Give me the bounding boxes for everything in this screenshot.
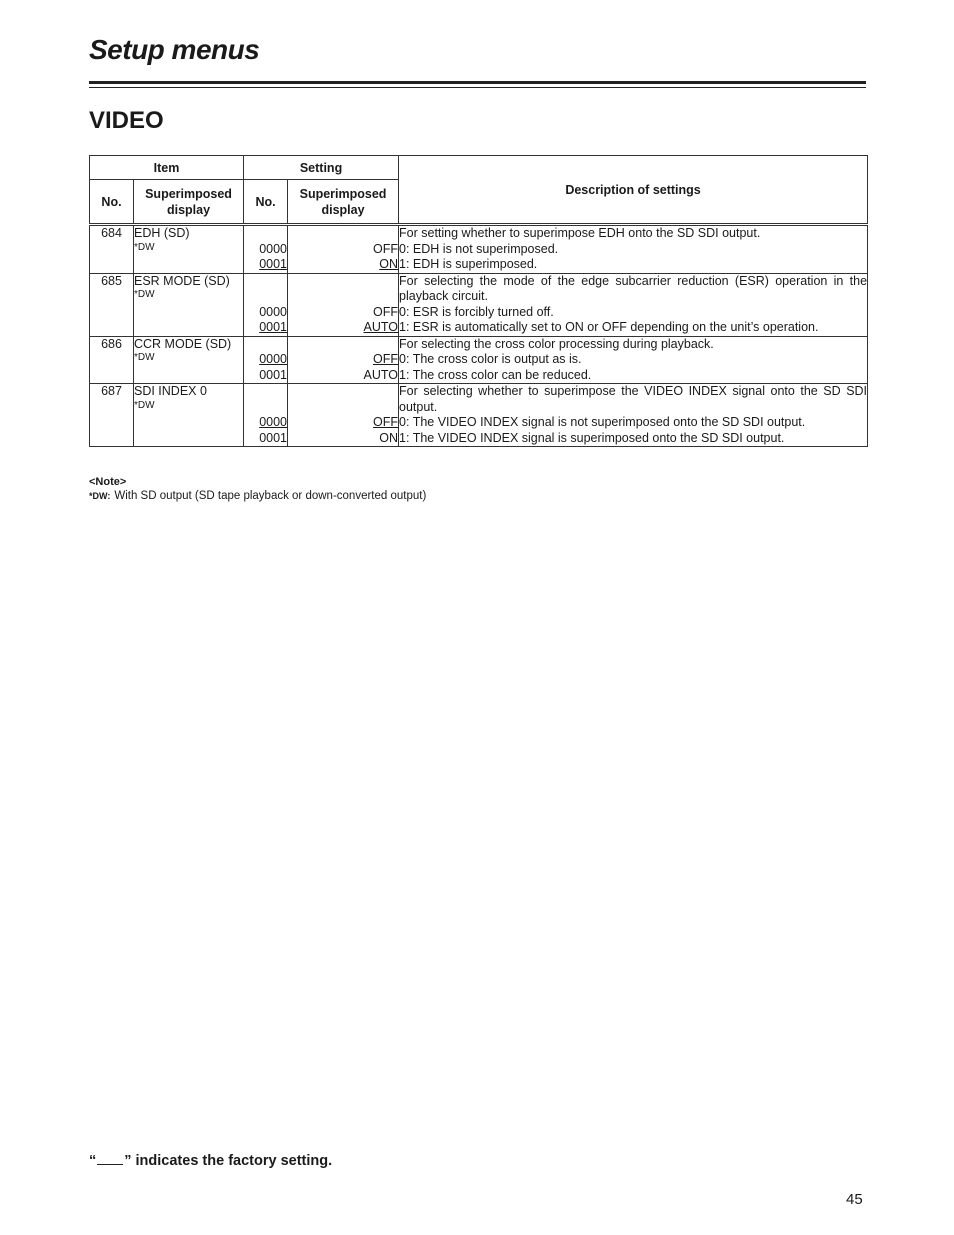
- header-description: Description of settings: [399, 156, 868, 225]
- page-header-title: Setup menus: [89, 34, 260, 65]
- header-item-display: Superimposed display: [134, 180, 244, 225]
- description: For selecting the cross color processing during playback. 0: The cross color is output as is. 1: The cross color can be reduced.: [399, 336, 868, 384]
- note-body: With SD output (SD tape playback or down-converted output): [114, 490, 427, 502]
- item-display: SDI INDEX 0 *DW: [134, 384, 244, 447]
- item-display: EDH (SD) *DW: [134, 225, 244, 274]
- header-rule-thin: [89, 87, 866, 88]
- settings-table: [89, 155, 868, 447]
- page-number: 45: [846, 1191, 863, 1208]
- setting-display: OFF ON: [288, 384, 399, 447]
- header-item: Item: [90, 156, 244, 180]
- setting-no: 0000 0001: [244, 273, 288, 336]
- header-setting-no: No.: [244, 180, 288, 225]
- table-row: [90, 273, 868, 336]
- dw-mark: *DW: [134, 289, 155, 300]
- table-row: [90, 384, 868, 447]
- header-setting: Setting: [244, 156, 399, 180]
- setting-no: 0000 0001: [244, 225, 288, 274]
- setting-display: OFF ON: [288, 225, 399, 274]
- item-no: 685: [90, 273, 134, 336]
- dw-mark: *DW: [134, 241, 155, 253]
- item-no: 687: [90, 384, 134, 447]
- setting-display: OFF AUTO: [288, 336, 399, 384]
- item-no: 684: [90, 225, 134, 274]
- item-display: CCR MODE (SD) *DW: [134, 336, 244, 384]
- description: For selecting whether to superimpose the VIDEO INDEX signal onto the SD SDI output. 0: The VIDEO INDEX signal is not superimposed onto the SD SDI output. 1: The VIDEO INDEX signal is superimposed onto the SD SDI output.: [399, 384, 868, 445]
- setting-no: 0000 0001: [244, 384, 288, 447]
- header-rule-thick: [89, 81, 866, 84]
- setting-no: 0000 0001: [244, 336, 288, 384]
- note-mark: *DW:: [89, 491, 111, 501]
- table-row: [90, 225, 868, 274]
- note-title: <Note>: [89, 476, 127, 488]
- description: For setting whether to superimpose EDH onto the SD SDI output. 0: EDH is not superimposed. 1: EDH is superimposed.: [399, 225, 868, 274]
- note-text: [89, 490, 426, 502]
- dw-mark: *DW: [134, 352, 155, 363]
- section-title: VIDEO: [89, 107, 164, 134]
- header-item-no: No.: [90, 180, 134, 225]
- setting-display: OFF AUTO: [288, 273, 399, 336]
- factory-setting-legend: “ ” indicates the factory setting.: [89, 1153, 333, 1169]
- item-display: ESR MODE (SD) *DW: [134, 273, 244, 336]
- description: For selecting the mode of the edge subcarrier reduction (ESR) operation in the playback circuit. 0: ESR is forcibly turned off. 1: ESR is automatically set to ON or OFF depending on the unit’s operation.: [399, 273, 868, 334]
- header-setting-display: Superimposed display: [288, 180, 399, 225]
- table-row: [90, 336, 868, 384]
- item-no: 686: [90, 336, 134, 384]
- underline-sample: [97, 1152, 123, 1165]
- dw-mark: *DW: [134, 399, 155, 411]
